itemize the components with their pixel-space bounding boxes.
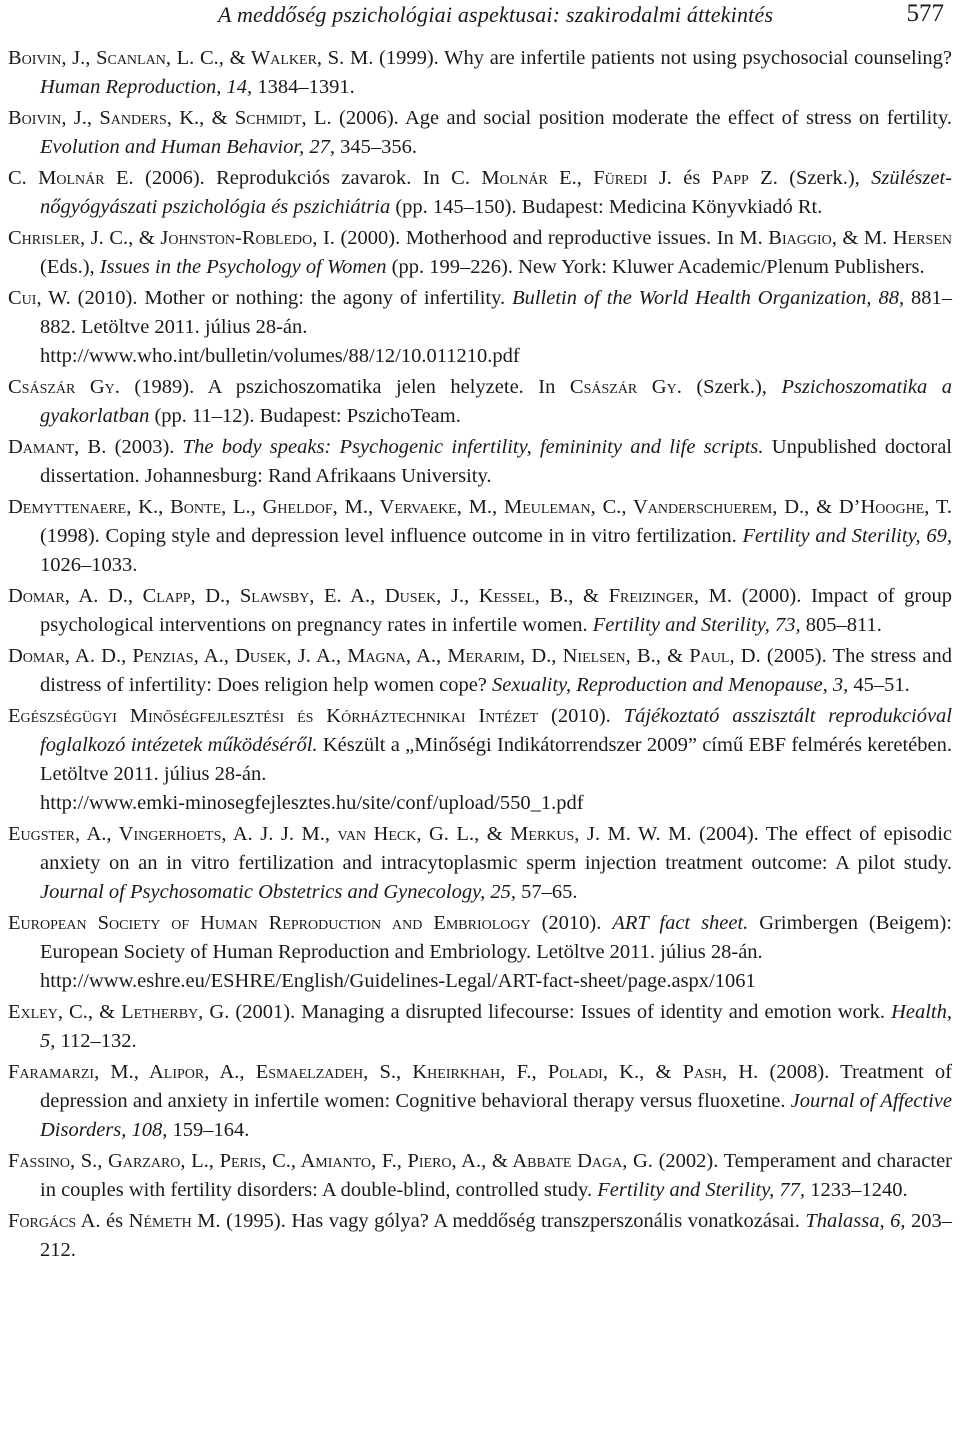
reference-text: (pp. 11–12). Budapest: PszichoTeam. [149,405,461,427]
reference-text: 881–882. Letöltve 2011. július 28-án. [40,287,953,338]
reference-source: Fertility and Sterility, 73, [592,614,801,636]
reference-entry [8,284,952,371]
reference-entry [8,1207,952,1265]
reference-source: ART fact sheet. [612,912,749,934]
reference-authors: Forgács A. [8,1210,101,1232]
reference-authors: C. Molnár E. [8,167,134,189]
reference-entry [8,104,952,162]
reference-url[interactable]: http://www.who.int/bulletin/volumes/88/12/10.011210.pdf [40,345,520,367]
reference-entry [8,820,952,907]
reference-text: (2006). Reprodukciós zavarok. In [133,167,452,189]
reference-text: és [671,167,712,189]
reference-source: Szülészet-nőgyógyászati pszichológia és pszichiátria [40,167,952,218]
reference-entry [8,642,952,700]
reference-entry [8,44,952,102]
reference-source: Health, 5, [40,1001,952,1052]
reference-authors: Exley, C., & Letherby, G. [8,1001,230,1023]
running-head [8,0,952,44]
reference-entry [8,998,952,1056]
reference-authors: Faramarzi, M., Alipor, A., Esmaelzadeh, S., Kheirkhah, F., Poladi, K., & Pash, H. [8,1061,759,1083]
reference-entry [8,224,952,282]
reference-authors: Papp Z. [711,167,778,189]
reference-list [8,44,952,1265]
reference-source: Journal of Affective Disorders, 108, [40,1090,952,1141]
reference-authors: Eugster, A., Vingerhoets, A. J. J. M., van Heck, G. L., & Merkus, J. M. W. M. [8,823,692,845]
reference-authors: Egészségügyi Minőségfejlesztési és Kórháztechnikai Intézet [8,705,539,727]
reference-text: (2010). Mother or nothing: the agony of infertility. [70,287,513,309]
reference-text: Grimbergen (Beigem): European Society of Human Reproduction and Embriology. Letöltve 2011. július 28-án. [40,912,953,963]
reference-text: 805–811. [800,614,882,636]
reference-text: (2001). Managing a disrupted lifecourse: Issues of identity and emotion work. [229,1001,892,1023]
reference-authors: Boivin, J., Sanders, K., & Schmidt, L. [8,107,332,129]
reference-authors: Boivin, J., Scanlan, L. C., & Walker, S. M. [8,47,374,69]
reference-url[interactable]: http://www.eshre.eu/ESHRE/English/Guidelines-Legal/ART-fact-sheet/page.aspx/1061 [40,970,756,992]
reference-authors: Cui, W. [8,287,71,309]
reference-text: 345–356. [334,136,417,158]
reference-authors: Németh M. [128,1210,221,1232]
reference-source: Journal of Psychosomatic Obstetrics and Gynecology, 25, [40,881,516,903]
reference-text: 1233–1240. [805,1179,908,1201]
reference-text: (2002). Temperament and character in couples with fertility disorders: A double-blind, controlled study. [40,1150,952,1201]
reference-source: The body speaks: Psychogenic infertility, femininity and life scripts. [182,436,764,458]
reference-text: (2000). Motherhood and reproductive issues. In [334,227,740,249]
reference-authors: Demyttenaere, K., Bonte, L., Gheldof, M., Vervaeke, M., Meuleman, C., Vanderschuerem, D., & D’Hooghe, T. [8,496,952,518]
reference-source: Fertility and Sterility, 69, [742,525,952,547]
reference-authors: Domar, A. D., Penzias, A., Dusek, J. A., Magna, A., Merarim, D., Nielsen, B., & Paul, D. [8,645,761,667]
reference-text: (2006). Age and social position moderate the effect of stress on fertility. [331,107,952,129]
reference-text: (2000). Impact of group psychological interventions on pregnancy rates in infertile women. [40,585,952,636]
reference-source: Fertility and Sterility, 77, [597,1179,806,1201]
reference-source: Issues in the Psychology of Women [99,256,387,278]
reference-authors: C. Molnár E., Füredi J. [451,167,672,189]
running-title: A meddőség pszichológiai aspektusai: szakirodalmi áttekintés [218,2,774,27]
reference-text: (2004). The effect of episodic anxiety on an in vitro fertilization and intracytoplasmic sperm injection treatment outcome: A pilot study. [40,823,952,874]
reference-authors: Fassino, S., Garzaro, L., Peris, C., Amianto, F., Piero, A., & Abbate Daga, G. [8,1150,653,1172]
reference-text: (2008). Treatment of depression and anxiety in infertile women: Cognitive behavioral therapy versus fluoxetine. [40,1061,952,1112]
reference-text: (1998). Coping style and depression level influence outcome in in vitro fertilization. [40,525,743,547]
reference-source: Sexuality, Reproduction and Menopause, 3, [492,674,849,696]
reference-entry [8,1058,952,1145]
reference-text: 45–51. [848,674,910,696]
reference-entry [8,493,952,580]
reference-source: Tájékoztató asszisztált reprodukcióval foglalkozó intézetek működéséről. [40,705,952,756]
reference-text: (2010). [530,912,613,934]
reference-text: (2010). [538,705,624,727]
reference-text: (2003). [106,436,183,458]
reference-text: (1995). Has vagy gólya? A meddőség transzperszonális vonatkozásai. [220,1210,806,1232]
reference-source: Bulletin of the World Health Organization, 88, [512,287,905,309]
reference-text: (pp. 199–226). New York: Kluwer Academic/Plenum Publishers. [386,256,925,278]
reference-text: (1999). Why are infertile patients not using psychosocial counseling? [373,47,953,69]
reference-entry [8,433,952,491]
reference-entry [8,1147,952,1205]
reference-text: (Eds.), [40,256,100,278]
reference-text: (Szerk.), [681,376,782,398]
reference-text: 203–212. [40,1210,953,1261]
reference-entry [8,582,952,640]
reference-text: 159–164. [167,1119,250,1141]
reference-text: (2005). The stress and distress of infertility: Does religion help women cope? [40,645,952,696]
reference-text: Unpublished doctoral dissertation. Johannesburg: Rand Afrikaans University. [40,436,952,487]
reference-text: Készült a „Minőségi Indikátorrendszer 2009” című EBF felmérés keretében. Letöltve 2011. július 28-án. [40,734,952,785]
reference-source: Human Reproduction, 14, [40,76,253,98]
reference-text: 1026–1033. [40,554,138,576]
reference-text: (Szerk.), [777,167,872,189]
reference-authors: Chrisler, J. C., & Johnston-Robledo, I. [8,227,335,249]
reference-text: és [100,1210,129,1232]
reference-entry [8,164,952,222]
reference-authors: M. Biaggio, & M. Hersen [739,227,952,249]
reference-text: (1989). A pszichoszomatika jelen helyzete. In [119,376,570,398]
reference-authors: Császár Gy. [8,376,120,398]
page-number: 577 [906,0,944,27]
reference-text: (pp. 145–150). Budapest: Medicina Könyvkiadó Rt. [390,196,823,218]
reference-text: 112–132. [55,1030,137,1052]
reference-text: 1384–1391. [252,76,355,98]
reference-source: Thalassa, 6, [805,1210,906,1232]
reference-authors: European Society of Human Reproduction and Embriology [8,912,531,934]
reference-authors: Domar, A. D., Clapp, D., Slawsby, E. A., Dusek, J., Kessel, B., & Freizinger, M. [8,585,732,607]
reference-source: Pszichoszomatika a gyakorlatban [40,376,952,427]
reference-url[interactable]: http://www.emki-minosegfejlesztes.hu/site/conf/upload/550_1.pdf [40,792,584,814]
reference-authors: Császár Gy. [569,376,682,398]
reference-text: 57–65. [515,881,578,903]
reference-source: Evolution and Human Behavior, 27, [40,136,335,158]
reference-entry [8,702,952,818]
reference-entry [8,373,952,431]
reference-authors: Damant, B. [8,436,107,458]
reference-entry [8,909,952,996]
